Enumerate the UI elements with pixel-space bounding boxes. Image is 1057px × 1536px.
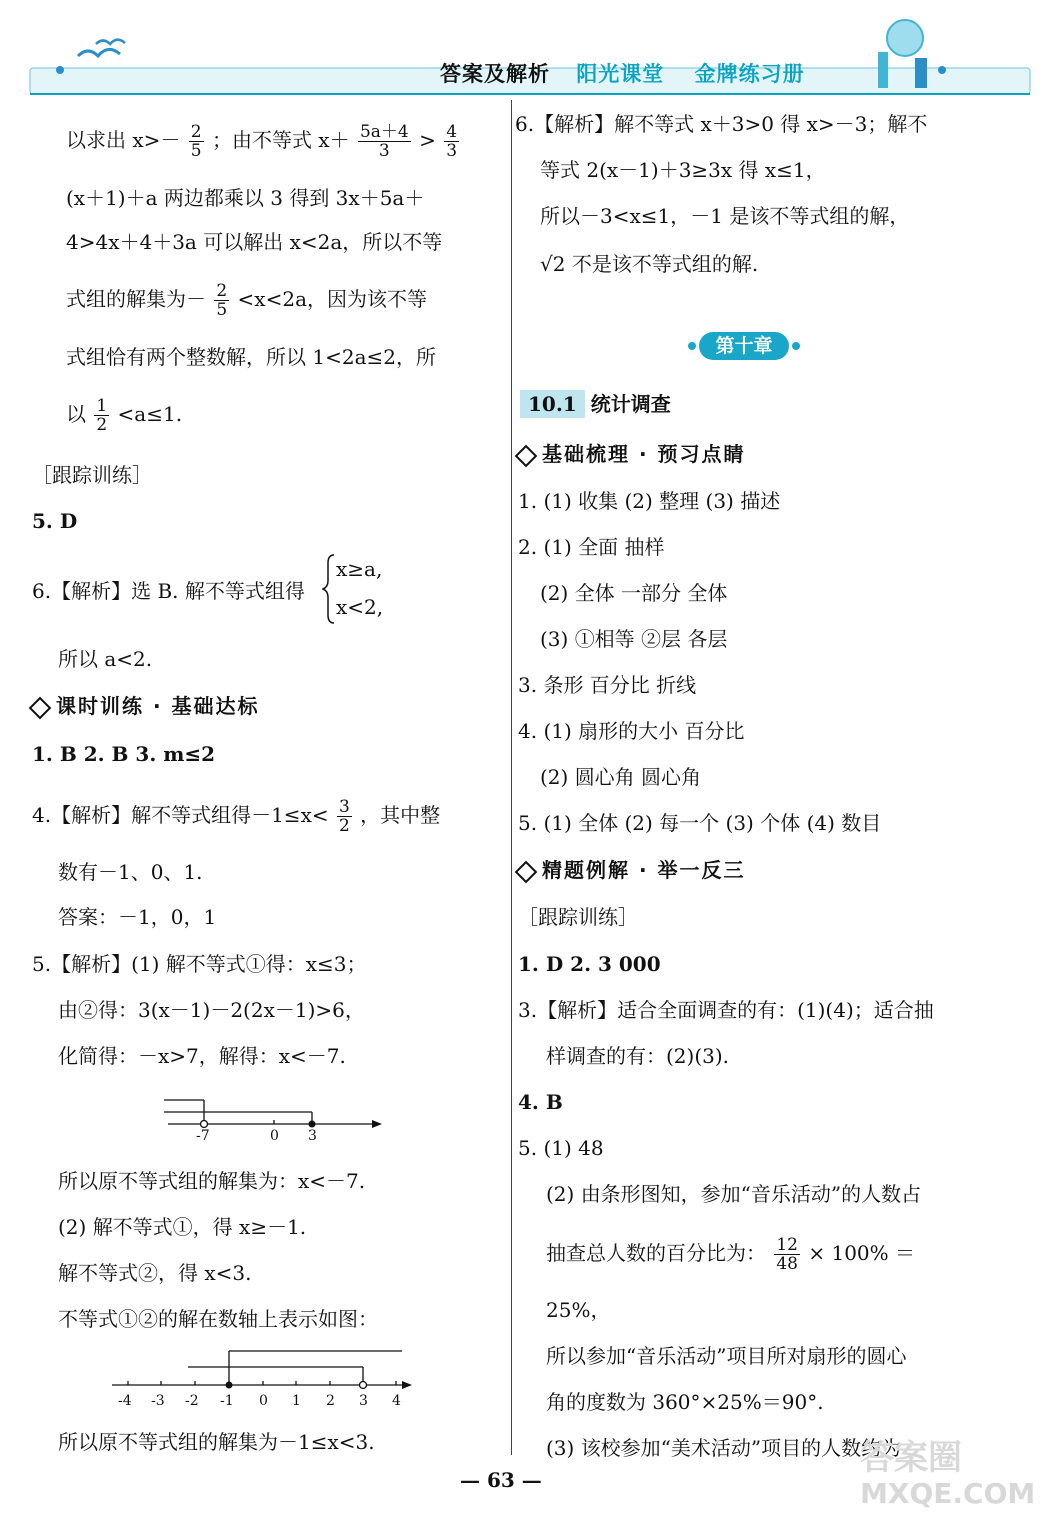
review-3: 3. 条形 百分比 折线 (518, 673, 697, 697)
brace-line-2: x<2, (336, 595, 384, 619)
fraction-num: 2 (216, 281, 228, 301)
tick-label: 1 (292, 1393, 301, 1409)
review-5: 5. (1) 全体 (2) 每一个 (3) 个体 (4) 数目 (518, 811, 882, 835)
answer-6-result: 所以 a<2. (58, 647, 153, 671)
fraction-den: 3 (378, 141, 390, 161)
tick-label: 4 (392, 1393, 401, 1409)
number-line-1 (160, 1092, 390, 1148)
section-title: 统计调查 (590, 392, 671, 416)
section-basic-drill (32, 692, 260, 720)
track-heading: ［跟踪训练］ (32, 463, 152, 487)
text: > (419, 128, 436, 152)
chapter-badge (685, 330, 803, 362)
review-2b: (2) 全体 一部分 全体 (540, 581, 728, 605)
left-line-5: 式组恰有两个整数解，所以 1<2a≤2，所 (66, 345, 436, 369)
left-line-6 (66, 397, 182, 434)
track-answer-4: 4. B (518, 1090, 563, 1114)
number-line-2 (108, 1345, 418, 1415)
track-answer-5b: (2) 由条形图知，参加“音乐活动”的人数占 (546, 1182, 922, 1206)
header-brand-mid: 阳光课堂 (576, 61, 665, 86)
tick-label: -4 (118, 1393, 132, 1409)
track-answer-5h: (3) 该校参加“美术活动”项目的人数约为 (546, 1436, 902, 1460)
section-examples (518, 856, 746, 884)
fraction-num: 12 (776, 1235, 798, 1255)
fraction-den: 5 (190, 141, 202, 161)
answer-5-e: (2) 解不等式①，得 x≥－1. (58, 1215, 307, 1239)
brace-icon (322, 553, 336, 625)
track-answer-5f: 所以参加“音乐活动”项目所对扇形的圆心 (546, 1344, 907, 1368)
answer-4-cont: 数有－1、0、1. (58, 860, 203, 884)
fraction-den: 48 (776, 1254, 798, 1274)
fraction (337, 798, 352, 835)
review-4a: 4. (1) 扇形的大小 百分比 (518, 719, 745, 743)
answer-5-b: 由②得：3(x－1)－2(2x－1)>6， (58, 998, 365, 1022)
tick-label: 0 (270, 1128, 279, 1144)
text: 抽查总人数的百分比为： (546, 1241, 766, 1265)
left-line-4 (66, 282, 427, 319)
track-answer-5c (546, 1236, 915, 1273)
text: × 100% ＝ (808, 1241, 916, 1265)
tick-label: -7 (196, 1128, 210, 1144)
answer-4 (32, 798, 440, 835)
watermark-url: MXQE.COM (860, 1477, 1036, 1510)
fraction (189, 123, 204, 160)
number-line-1-graphic (160, 1092, 390, 1132)
answer-5-c: 化简得：－x>7，解得：x<－7. (58, 1044, 346, 1068)
tick-label: 3 (308, 1128, 317, 1144)
review-4b: (2) 圆心角 圆心角 (540, 765, 702, 789)
bird-icon (96, 40, 125, 44)
text: 式组的解集为－ (66, 287, 206, 311)
chapter-title: 第十章 (715, 335, 773, 357)
fraction-num: 1 (96, 396, 108, 416)
right-answer-6-b: 等式 2(x－1)＋3≥3x 得 x≤1， (540, 158, 826, 182)
header-brand-left: 答案及解析 (440, 61, 550, 86)
watermark-text: 答案圈 (860, 1438, 962, 1478)
tick-label: -2 (185, 1393, 199, 1409)
tick-label: 3 (359, 1393, 368, 1409)
section-title: 基础梳理 · 预习点睛 (542, 442, 746, 466)
section-title: 课时训练 · 基础达标 (56, 694, 260, 718)
fraction (444, 123, 459, 160)
track-answer-3a: 3.【解析】适合全面调查的有：(1)(4)；适合抽 (518, 998, 934, 1022)
text: <x<2a，因为该不等 (237, 287, 427, 311)
text: x>－ (132, 128, 181, 152)
answer-5-g: 不等式①②的解在数轴上表示如图： (58, 1307, 378, 1331)
page-number: — 63 — (460, 1468, 542, 1492)
answer-5-f: 解不等式②，得 x<3. (58, 1261, 252, 1285)
fraction-num: 4 (446, 122, 458, 142)
bird-icon (78, 49, 120, 56)
text: <a≤1. (117, 402, 183, 426)
text: 以求出 (66, 128, 126, 152)
section-10-1 (520, 390, 671, 418)
watermark (860, 1440, 1035, 1512)
track-answer-5g: 角的度数为 360°×25%＝90°. (546, 1390, 824, 1414)
tick-label: -1 (220, 1393, 234, 1409)
answer-5-h: 所以原不等式组的解集为－1≤x<3. (58, 1430, 375, 1454)
right-answer-6-c: 所以－3<x≤1，－1 是该不等式组的解， (540, 204, 910, 228)
track-answers-1-2: 1. D 2. 3 000 (518, 952, 661, 976)
brace-line-1: x≥a, (336, 557, 383, 581)
header-brand-right: 金牌练习册 (694, 61, 805, 86)
answer-4-final: 答案：－1，0，1 (58, 905, 217, 929)
fraction-num: 3 (338, 797, 350, 817)
text: ，其中整 (360, 803, 441, 827)
diamond-icon (515, 860, 538, 883)
tick-label: -3 (151, 1393, 165, 1409)
track-answer-3b: 样调查的有：(2)(3). (546, 1044, 730, 1068)
section-title: 精题例解 · 举一反三 (542, 858, 746, 882)
text: 4.【解析】解不等式组得－1≤x< (32, 803, 329, 827)
header-title (440, 58, 805, 88)
answer-5: 5. D (32, 509, 78, 533)
tick-label: 2 (326, 1393, 335, 1409)
number-line-2-graphic (108, 1345, 418, 1395)
answer-5-a: 5.【解析】(1) 解不等式①得：x≤3； (32, 952, 367, 976)
fraction-den: 3 (446, 141, 458, 161)
fraction (94, 397, 109, 434)
fraction-num: 5a＋4 (359, 122, 409, 142)
review-1: 1. (1) 收集 (2) 整理 (3) 描述 (518, 489, 781, 513)
fraction-num: 2 (190, 122, 202, 142)
review-2a: 2. (1) 全面 抽样 (518, 535, 665, 559)
answers-1-3: 1. B 2. B 3. m≤2 (32, 742, 216, 766)
left-line-1 (66, 123, 461, 160)
text: ；由不等式 x＋ (211, 128, 350, 152)
diamond-icon (29, 696, 52, 719)
section-number: 10.1 (520, 390, 585, 418)
tick-label: 0 (259, 1393, 268, 1409)
page-header (0, 0, 1057, 100)
track-heading-right: ［跟踪训练］ (518, 905, 638, 929)
brace-system (322, 553, 432, 625)
fraction-den: 2 (338, 816, 350, 836)
diamond-icon (515, 444, 538, 467)
section-basic-review (518, 440, 746, 468)
review-2c: (3) ①相等 ②层 各层 (540, 627, 728, 651)
right-answer-6-a: 6.【解析】解不等式 x＋3>0 得 x>－3；解不 (515, 112, 928, 136)
fraction (774, 1236, 800, 1273)
left-line-2: (x＋1)＋a 两边都乘以 3 得到 3x＋5a＋ (66, 186, 425, 210)
column-divider (511, 100, 512, 1455)
fraction-den: 2 (96, 415, 108, 435)
track-answer-5a: 5. (1) 48 (518, 1136, 604, 1160)
answer-6: 6.【解析】选 B. 解不等式组得 (32, 579, 305, 603)
left-line-3: 4>4x＋4＋3a 可以解出 x<2a，所以不等 (66, 230, 443, 254)
fraction-den: 5 (216, 300, 228, 320)
track-answer-5e: 25%， (546, 1298, 611, 1322)
fraction (358, 123, 411, 160)
right-answer-6-d: √2 不是该不等式组的解. (540, 252, 759, 276)
text: 以 (66, 402, 86, 426)
fraction (214, 282, 229, 319)
answer-5-d: 所以原不等式组的解集为：x<－7. (58, 1169, 366, 1193)
